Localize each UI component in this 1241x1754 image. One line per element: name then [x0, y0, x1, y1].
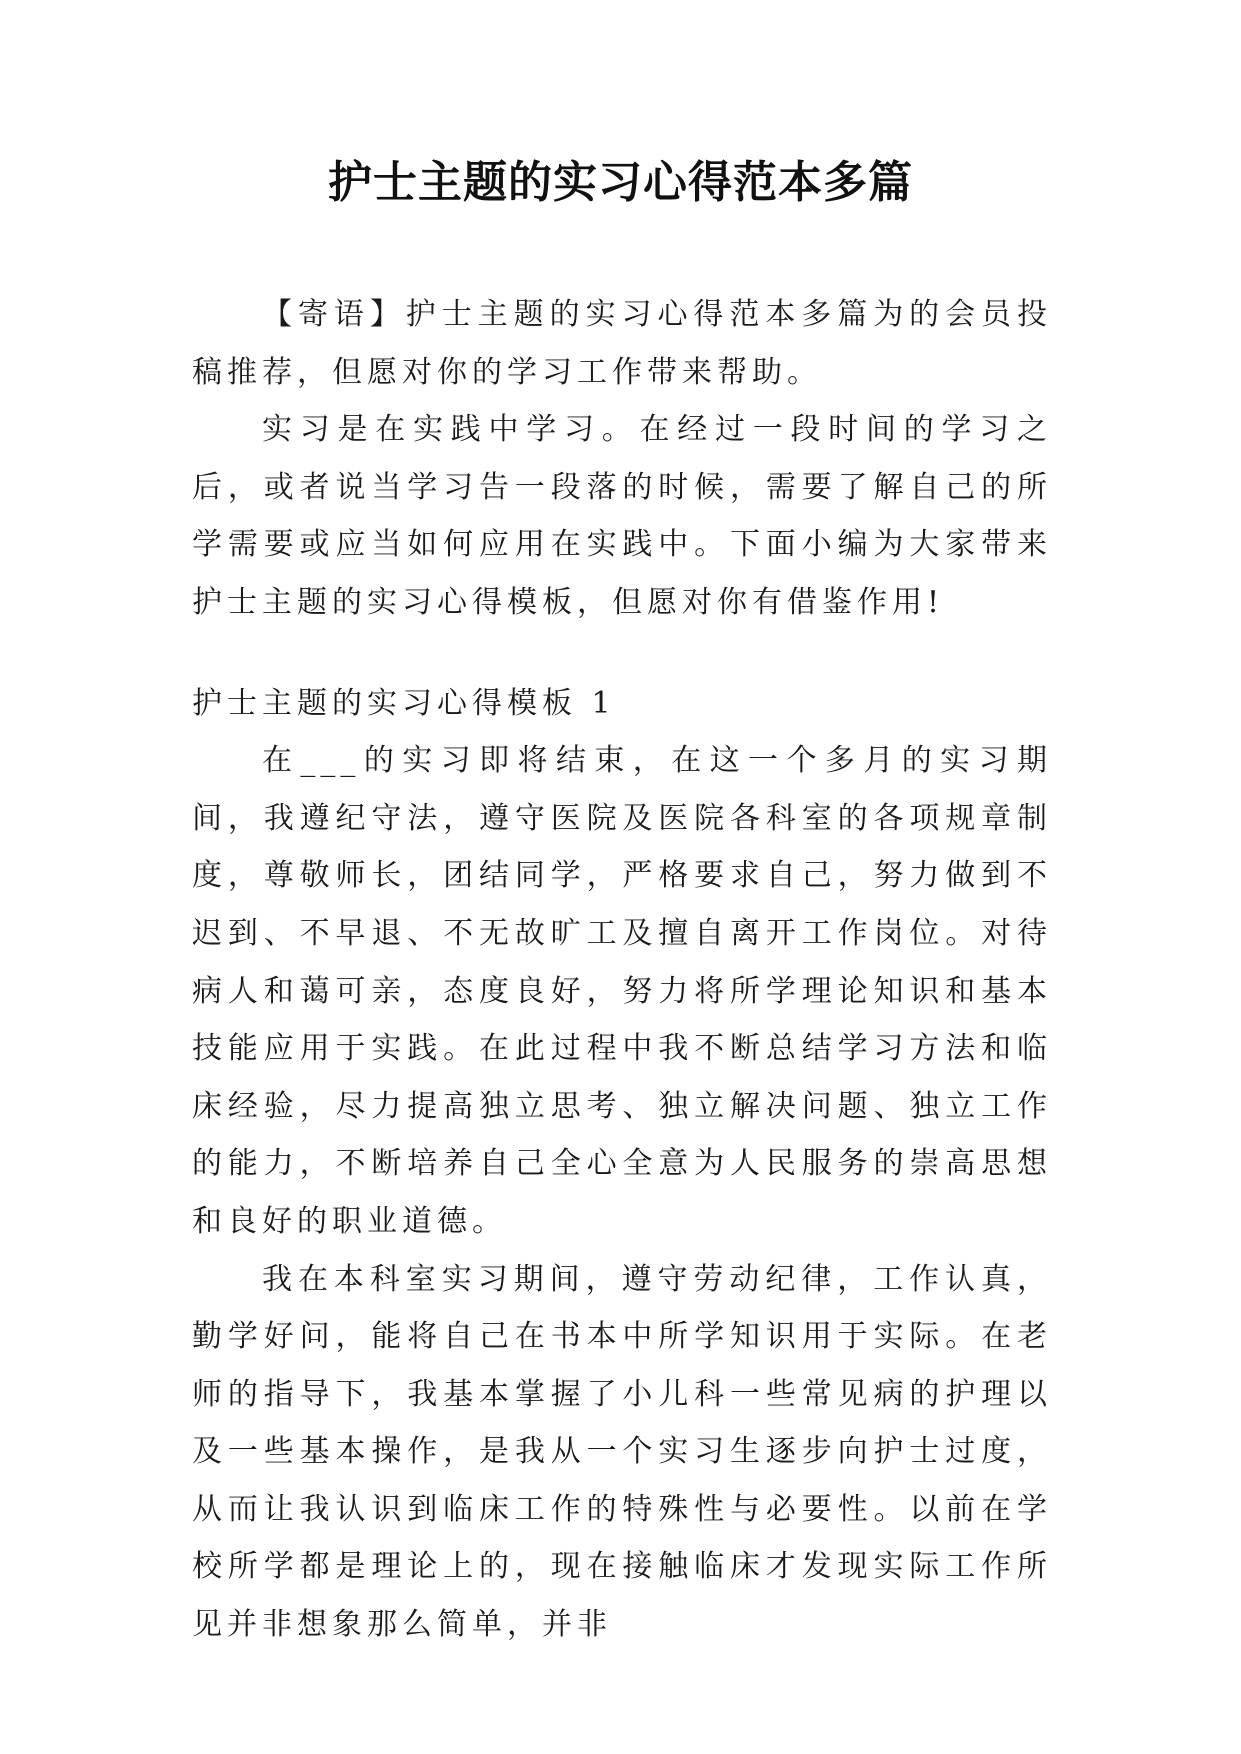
intro-paragraph: 实习是在实践中学习。在经过一段时间的学习之后，或者说当学习告一段落的时候，需要了解自己的所学需要或应当如何应用在实践中。下面小编为大家带来护士主题的实习心得模板，但愿对你有借鉴作用!	[192, 412, 1052, 620]
section-paragraph: 我在本科室实习期间，遵守劳动纪律，工作认真，勤学好问，能将自己在书本中所学知识用于实际。在老师的指导下，我基本掌握了小儿科一些常见病的护理以及一些基本操作，是我从一个实习生逐步向护士过度，从而让我认识到临床工作的特殊性与必要性。以前在学校所学都是理论上的，现在接触临床才发现实际工作所见并非想象那么简单，并非	[192, 1261, 1052, 1643]
section-heading: 护士主题的实习心得模板 1	[192, 685, 616, 721]
preface-paragraph: 【寄语】护士主题的实习心得范本多篇为的会员投稿推荐，但愿对你的学习工作带来帮助。	[192, 297, 1052, 390]
document-body	[192, 286, 1052, 1654]
section-paragraph: 在___的实习即将结束，在这一个多月的实习期间，我遵纪守法，遵守医院及医院各科室的各项规章制度，尊敬师长，团结同学，严格要求自己，努力做到不迟到、不早退、不无故旷工及擅自离开工作岗位。对待病人和蔼可亲，态度良好，努力将所学理论知识和基本技能应用于实践。在此过程中我不断总结学习方法和临床经验，尽力提高独立思考、独立解决问题、独立工作的能力，不断培养自己全心全意为人民服务的崇高思想和良好的职业道德。	[192, 743, 1052, 1239]
document-title: 护士主题的实习心得范本多篇	[328, 157, 913, 208]
